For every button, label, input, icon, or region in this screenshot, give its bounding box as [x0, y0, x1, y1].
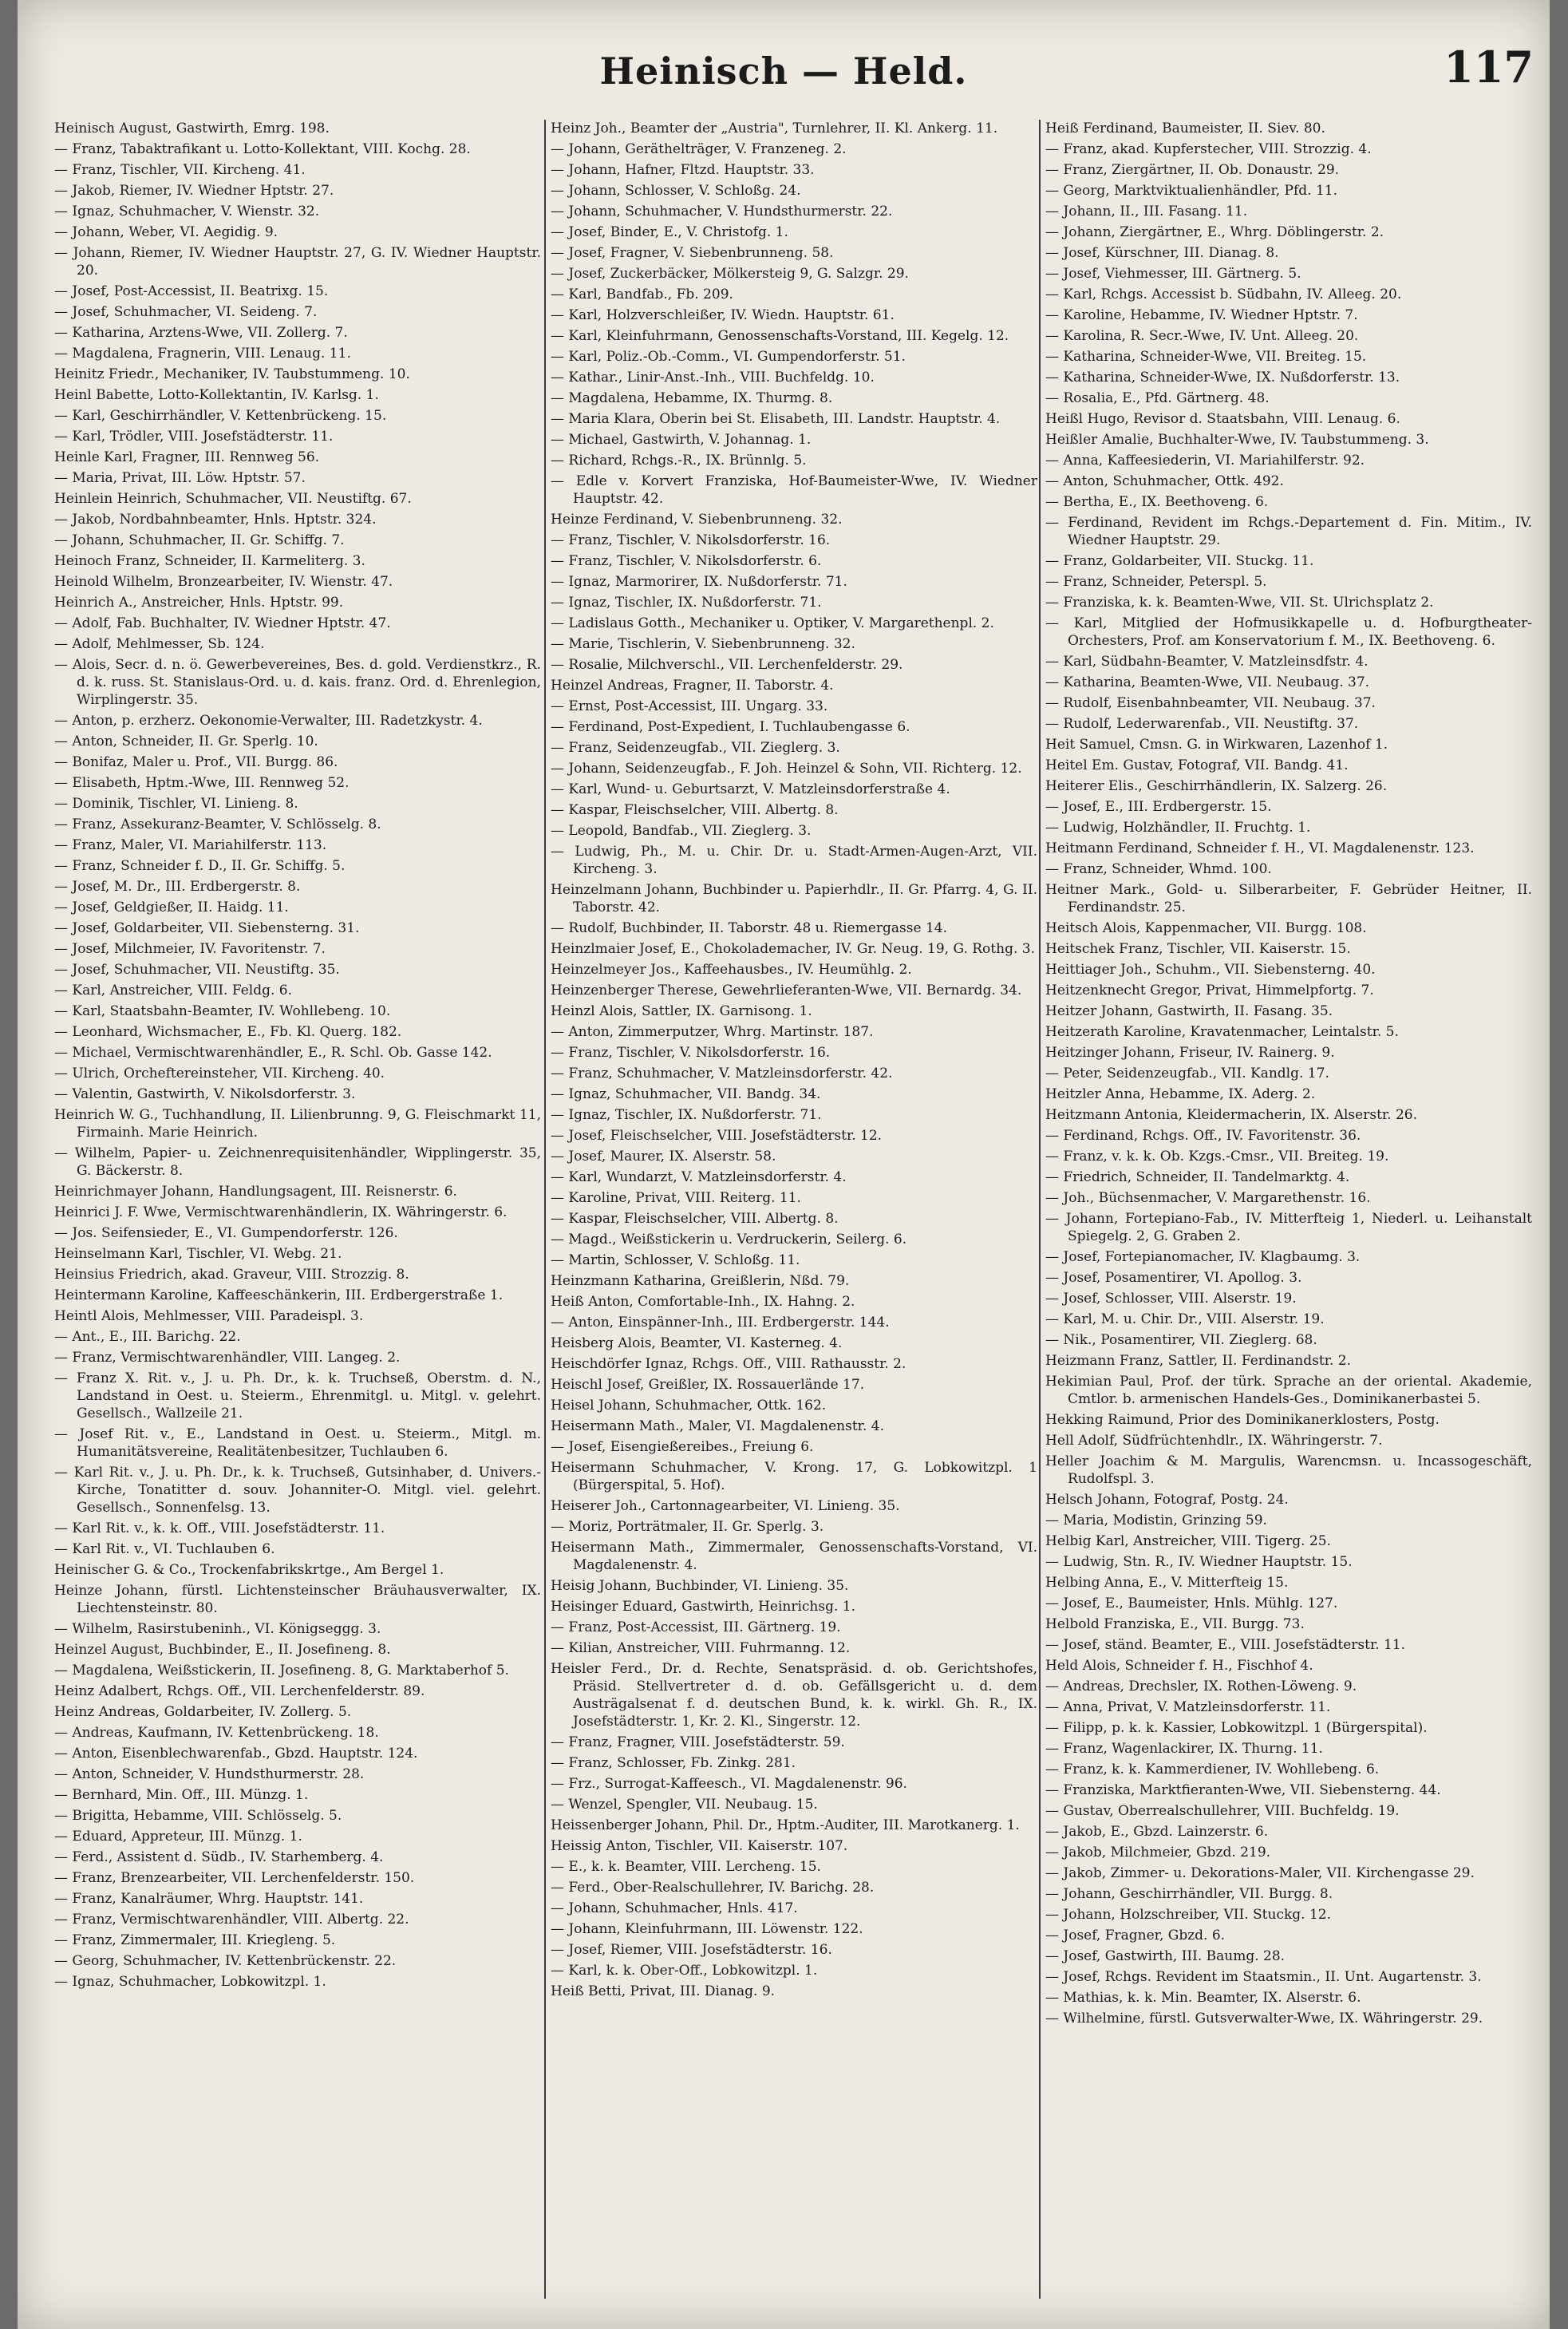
directory-entry: Heisig Johann, Buchbinder, VI. Linieng. 35.: [551, 1578, 849, 1594]
directory-entry: — Josef, Posamentirer, VI. Apollog. 3.: [1045, 1270, 1302, 1286]
directory-entry: Heitzerath Karoline, Kravatenmacher, Leintalstr. 5.: [1045, 1024, 1399, 1040]
directory-entry: Heinold Wilhelm, Bronzearbeiter, IV. Wienstr. 47.: [54, 574, 393, 590]
directory-entry: — Karolina, R. Secr.-Wwe, IV. Unt. Alleeg. 20.: [1045, 328, 1359, 344]
directory-entry: — Katharina, Schneider-Wwe, VII. Breiteg. 15.: [1045, 349, 1367, 365]
directory-entry: Heinzel August, Buchbinder, E., II. Josefineng. 8.: [54, 1642, 391, 1658]
directory-entry: — Franz, Schneider f. D., II. Gr. Schiffg. 5.: [54, 858, 346, 874]
directory-entry: — Wilhelm, Papier- u. Zeichnenrequisitenhändler, Wipplingerstr. 35, G. Bäckerstr. 8.: [54, 1145, 541, 1179]
directory-entry: — Jakob, Zimmer- u. Dekorations-Maler, VII. Kirchengasse 29.: [1045, 1865, 1475, 1881]
directory-entry: — Brigitta, Hebamme, VIII. Schlösselg. 5.: [54, 1808, 342, 1824]
directory-entry: Heissenberger Johann, Phil. Dr., Hptm.-Auditer, III. Marotkanerg. 1.: [551, 1817, 1020, 1833]
directory-entry: — Anton, Schneider, V. Hundsthurmerstr. 28.: [54, 1766, 365, 1782]
directory-entry: — Franz, Seidenzeugfab., VII. Zieglerg. 3.: [551, 740, 840, 756]
directory-entry: Heischdörfer Ignaz, Rchgs. Off., VIII. Rathausstr. 2.: [551, 1356, 906, 1372]
directory-entry: Heinz Andreas, Goldarbeiter, IV. Zollerg. 5.: [54, 1704, 352, 1720]
directory-entry: — Bertha, E., IX. Beethoveng. 6.: [1045, 494, 1269, 510]
directory-entry: — Karl, Kleinfuhrmann, Genossenschafts-Vorstand, III. Kegelg. 12.: [551, 328, 1009, 344]
directory-entry: — Josef, Fleischselcher, VIII. Josefstädterstr. 12.: [551, 1128, 883, 1144]
directory-entry: Heittiager Joh., Schuhm., VII. Siebensterng. 40.: [1045, 962, 1376, 978]
directory-column-1: [54, 120, 541, 2299]
directory-entry: Heintermann Karoline, Kaffeeschänkerin, III. Erdbergerstraße 1.: [54, 1287, 504, 1303]
directory-entry: — Maria, Privat, III. Löw. Hptstr. 57.: [54, 470, 306, 486]
directory-entry: — Karl, Staatsbahn-Beamter, IV. Wohllebeng. 10.: [54, 1003, 391, 1019]
directory-entry: Heisinger Eduard, Gastwirth, Heinrichsg. 1.: [551, 1599, 856, 1615]
directory-entry: — Maria Klara, Oberin bei St. Elisabeth, III. Landstr. Hauptstr. 4.: [551, 411, 1001, 427]
directory-entry: — Ernst, Post-Accessist, III. Ungarg. 33.: [551, 698, 828, 714]
directory-entry: — Josef, Riemer, VIII. Josefstädterstr. 16.: [551, 1942, 832, 1958]
directory-column-2: [551, 120, 1037, 2299]
directory-entry: Heinischer G. & Co., Trockenfabrikskrtge., Am Bergel 1.: [54, 1562, 444, 1578]
directory-entry: — Johann, Geräthelträger, V. Franzeneg. 2.: [551, 141, 847, 157]
directory-entry: Heisberg Alois, Beamter, VI. Kasterneg. 4.: [551, 1335, 843, 1351]
directory-entry: — Johann, Seidenzeugfab., F. Joh. Heinzel & Sohn, VII. Richterg. 12.: [551, 761, 1022, 777]
directory-entry: — Karl, Geschirrhändler, V. Kettenbrückeng. 15.: [54, 408, 387, 424]
directory-entry: — Josef, Zuckerbäcker, Mölkersteig 9, G. Salzgr. 29.: [551, 266, 909, 282]
directory-entry: Heinzenberger Therese, Gewehrlieferanten-Wwe, VII. Bernardg. 34.: [551, 983, 1022, 998]
directory-entry: — Peter, Seidenzeugfab., VII. Kandlg. 17.: [1045, 1066, 1329, 1081]
directory-entry: Heitel Em. Gustav, Fotograf, VII. Bandg. 41.: [1045, 757, 1349, 773]
directory-entry: Heiß Ferdinand, Baumeister, II. Siev. 80.: [1045, 121, 1325, 136]
directory-entry: — Franz, Tischler, VII. Kircheng. 41.: [54, 162, 306, 178]
directory-entry: — Josef, Viehmesser, III. Gärtnerg. 5.: [1045, 266, 1301, 282]
directory-entry: — Josef, Schuhmacher, VI. Seideng. 7.: [54, 304, 318, 320]
directory-entry: — Josef, E., III. Erdbergerstr. 15.: [1045, 799, 1272, 815]
directory-entry: — Franz, Fragner, VIII. Josefstädterstr. 59.: [551, 1734, 845, 1750]
directory-entry: — Jakob, Nordbahnbeamter, Hnls. Hptstr. 324.: [54, 512, 377, 528]
directory-entry: — Rudolf, Lederwarenfab., VII. Neustiftg. 37.: [1045, 716, 1359, 732]
directory-entry: — Martin, Schlosser, V. Schloßg. 11.: [551, 1252, 800, 1268]
directory-entry: — Anton, Schuhmacher, Ottk. 492.: [1045, 473, 1284, 489]
directory-entry: — Franziska, Marktfieranten-Wwe, VII. Siebensterng. 44.: [1045, 1782, 1441, 1798]
directory-entry: — Franz, Ziergärtner, II. Ob. Donaustr. 29.: [1045, 162, 1340, 178]
directory-entry: — Ant., E., III. Barichg. 22.: [54, 1329, 241, 1345]
directory-entry: — E., k. k. Beamter, VIII. Lercheng. 15.: [551, 1859, 821, 1875]
directory-entry: Heinzlmaier Josef, E., Chokolademacher, IV. Gr. Neug. 19, G. Rothg. 3.: [551, 941, 1035, 957]
directory-entry: — Franz, Kanalräumer, Whrg. Hauptstr. 141.: [54, 1891, 364, 1907]
directory-entry: Heitner Mark., Gold- u. Silberarbeiter, F. Gebrüder Heitner, II. Ferdinandstr. 25.: [1045, 882, 1532, 915]
running-title: Heinisch — Held.: [599, 49, 968, 93]
directory-entry: — Katharina, Arztens-Wwe, VII. Zollerg. 7.: [54, 325, 348, 341]
directory-entry: — Johann, Holzschreiber, VII. Stuckg. 12.: [1045, 1907, 1332, 1923]
directory-entry: — Gustav, Oberrealschullehrer, VIII. Buchfeldg. 19.: [1045, 1803, 1400, 1819]
directory-entry: — Johann, Fortepiano-Fab., IV. Mitterfteig 1, Niederl. u. Leihanstalt Spiegelg. 2, G. Graben 2.: [1045, 1211, 1532, 1244]
directory-entry: — Anton, Einspänner-Inh., III. Erdbergerstr. 144.: [551, 1315, 890, 1331]
directory-entry: Heitmann Ferdinand, Schneider f. H., VI. Magdalenenstr. 123.: [1045, 840, 1475, 856]
directory-entry: — Ludwig, Holzhändler, II. Fruchtg. 1.: [1045, 820, 1311, 836]
directory-entry: — Johann, Kleinfuhrmann, III. Löwenstr. 122.: [551, 1921, 863, 1937]
directory-entry: Heinzl Alois, Sattler, IX. Garnisong. 1.: [551, 1003, 812, 1019]
directory-entry: — Ulrich, Orcheftereinsteher, VII. Kircheng. 40.: [54, 1066, 385, 1081]
directory-entry: — Josef, Fragner, V. Siebenbrunneng. 58.: [551, 245, 834, 261]
directory-entry: — Elisabeth, Hptm.-Wwe, III. Rennweg 52.: [54, 775, 350, 791]
directory-entry: — Franz, Schuhmacher, V. Matzleinsdorferstr. 42.: [551, 1066, 893, 1081]
directory-entry: Heisermann Schuhmacher, V. Krong. 17, G. Lobkowitzpl. 1 (Bürgerspital, 5. Hof).: [551, 1460, 1037, 1493]
directory-entry: — Josef, ständ. Beamter, E., VIII. Josefstädterstr. 11.: [1045, 1637, 1406, 1653]
directory-entry: Heisermann Math., Zimmermaler, Genossenschafts-Vorstand, VI. Magdalenenstr. 4.: [551, 1540, 1037, 1573]
directory-entry: — Wenzel, Spengler, VII. Neubaug. 15.: [551, 1797, 818, 1813]
directory-entry: Heinrici J. F. Wwe, Vermischtwarenhändlerin, IX. Währingerstr. 6.: [54, 1204, 508, 1220]
directory-entry: — Franz, Vermischtwarenhändler, VIII. Langeg. 2.: [54, 1350, 401, 1366]
directory-entry: Heinlein Heinrich, Schuhmacher, VII. Neustiftg. 67.: [54, 491, 412, 507]
directory-entry: Heitschek Franz, Tischler, VII. Kaiserstr. 15.: [1045, 941, 1351, 957]
directory-entry: Heinrichmayer Johann, Handlungsagent, III. Reisnerstr. 6.: [54, 1184, 457, 1200]
directory-entry: — Bernhard, Min. Off., III. Münzg. 1.: [54, 1787, 309, 1803]
directory-entry: Heiterer Elis., Geschirrhändlerin, IX. Salzerg. 26.: [1045, 778, 1388, 794]
directory-entry: — Johann, Schuhmacher, Hnls. 417.: [551, 1900, 798, 1916]
directory-entry: Heiß Anton, Comfortable-Inh., IX. Hahng. 2.: [551, 1294, 855, 1310]
directory-entry: — Michael, Gastwirth, V. Johannag. 1.: [551, 432, 812, 448]
directory-entry: — Marie, Tischlerin, V. Siebenbrunneng. 32.: [551, 636, 855, 652]
column-divider: [544, 120, 546, 2299]
directory-entry: Helsch Johann, Fotograf, Postg. 24.: [1045, 1492, 1289, 1508]
directory-entry: Heitzinger Johann, Friseur, IV. Rainerg. 9.: [1045, 1045, 1335, 1061]
directory-entry: — Karl, Poliz.-Ob.-Comm., VI. Gumpendorferstr. 51.: [551, 349, 906, 365]
directory-entry: — Josef, E., Baumeister, Hnls. Mühlg. 127.: [1045, 1596, 1338, 1611]
directory-entry: Heitsch Alois, Kappenmacher, VII. Burgg. 108.: [1045, 920, 1367, 936]
directory-entry: — Johann, Riemer, IV. Wiedner Hauptstr. 27, G. IV. Wiedner Hauptstr. 20.: [54, 245, 541, 279]
directory-entry: Heisler Ferd., Dr. d. Rechte, Senatspräsid. d. ob. Gerichtshofes, Präsid. Stellvertreter d. d. ob. Gefällsgericht u. d. dem Austrägalsenat f. d. deutschen Bund, k. k. wirkl. Gh. R., IX. Josefstädterstr. 1, Kr. 2. Kl., Singerstr. 12.: [551, 1661, 1037, 1730]
directory-entry: — Magdalena, Hebamme, IX. Thurmg. 8.: [551, 390, 833, 406]
directory-entry: — Franz, Goldarbeiter, VII. Stuckg. 11.: [1045, 553, 1314, 569]
directory-entry: — Jakob, Milchmeier, Gbzd. 219.: [1045, 1845, 1271, 1860]
directory-entry: Heiserer Joh., Cartonnagearbeiter, VI. Linieng. 35.: [551, 1498, 900, 1514]
directory-column-3: [1045, 120, 1532, 2299]
directory-entry: — Magdalena, Fragnerin, VIII. Lenaug. 11.: [54, 346, 351, 362]
directory-entry: — Jakob, Riemer, IV. Wiedner Hptstr. 27.: [54, 183, 334, 199]
directory-entry: — Leonhard, Wichsmacher, E., Fb. Kl. Querg. 182.: [54, 1024, 402, 1040]
directory-entry: — Franz, Schlosser, Fb. Zinkg. 281.: [551, 1755, 796, 1771]
directory-entry: — Franz, Schneider, Whmd. 100.: [1045, 861, 1272, 877]
directory-entry: — Anna, Kaffeesiederin, VI. Mariahilferstr. 92.: [1045, 453, 1365, 469]
directory-entry: Heinzmann Katharina, Greißlerin, Nßd. 79.: [551, 1273, 850, 1289]
directory-entry: — Jakob, E., Gbzd. Lainzerstr. 6.: [1045, 1824, 1269, 1840]
directory-entry: Heinzelmann Johann, Buchbinder u. Papierhdlr., II. Gr. Pfarrg. 4, G. II. Taborstr. 42.: [551, 882, 1037, 915]
directory-entry: Heitzer Johann, Gastwirth, II. Fasang. 35.: [1045, 1003, 1333, 1019]
directory-entry: — Johann, Schlosser, V. Schloßg. 24.: [551, 183, 801, 199]
directory-entry: — Karl, Bandfab., Fb. 209.: [551, 287, 733, 302]
directory-entry: — Josef, Schuhmacher, VII. Neustiftg. 35.: [54, 962, 340, 978]
directory-entry: Heinoch Franz, Schneider, II. Karmeliterg. 3.: [54, 553, 365, 569]
directory-entry: — Franz, Assekuranz-Beamter, V. Schlösselg. 8.: [54, 817, 381, 832]
directory-entry: Heisel Johann, Schuhmacher, Ottk. 162.: [551, 1398, 827, 1414]
directory-entry: — Ludwig, Ph., M. u. Chir. Dr. u. Stadt-Armen-Augen-Arzt, VII. Kircheng. 3.: [551, 844, 1037, 877]
directory-entry: — Karl, Holzverschleißer, IV. Wiedn. Hauptstr. 61.: [551, 307, 895, 323]
directory-entry: — Kaspar, Fleischselcher, VIII. Albertg. 8.: [551, 1211, 839, 1227]
directory-entry: — Rosalie, Milchverschl., VII. Lerchenfelderstr. 29.: [551, 657, 903, 673]
directory-entry: Helbing Anna, E., V. Mitterfteig 15.: [1045, 1575, 1289, 1591]
directory-entry: — Josef, Eisengießereibes., Freiung 6.: [551, 1439, 814, 1455]
directory-entry: — Eduard, Appreteur, III. Münzg. 1.: [54, 1829, 302, 1845]
directory-entry: — Kilian, Anstreicher, VIII. Fuhrmanng. 12.: [551, 1640, 851, 1656]
directory-entry: Heinselmann Karl, Tischler, VI. Webg. 21.: [54, 1246, 342, 1262]
directory-entry: — Josef, Maurer, IX. Alserstr. 58.: [551, 1149, 776, 1164]
directory-entry: — Frz., Surrogat-Kaffeesch., VI. Magdalenenstr. 96.: [551, 1776, 907, 1792]
directory-entry: Hekimian Paul, Prof. der türk. Sprache an der oriental. Akademie, Cmtlor. b. armenischen Handels-Ges., Dominikanerbastei 5.: [1045, 1374, 1532, 1407]
directory-entry: Heisermann Math., Maler, VI. Magdalenenstr. 4.: [551, 1418, 884, 1434]
directory-entry: — Johann, Schuhmacher, II. Gr. Schiffg. 7.: [54, 532, 345, 548]
directory-entry: — Magd., Weißstickerin u. Verdruckerin, Seilerg. 6.: [551, 1232, 907, 1248]
directory-entry: Helbold Franziska, E., VII. Burgg. 73.: [1045, 1616, 1305, 1632]
directory-entry: Heinze Ferdinand, V. Siebenbrunneng. 32.: [551, 512, 843, 528]
directory-entry: Heinzel Andreas, Fragner, II. Taborstr. 4.: [551, 678, 834, 694]
directory-entry: Heitzenknecht Gregor, Privat, Himmelpfortg. 7.: [1045, 983, 1374, 998]
directory-entry: — Josef Rit. v., E., Landstand in Oest. u. Steierm., Mitgl. m. Humanitätsvereine, Realitätenbesitzer, Tuchlauben 6.: [54, 1426, 541, 1460]
directory-entry: — Karl Rit. v., J. u. Ph. Dr., k. k. Truchseß, Gutsinhaber, d. Univers.-Kirche, Tonatitter d. souv. Johanniter-O. Mitgl. viel. gelehrt. Gesellsch., Sonnenfelsg. 13.: [54, 1465, 541, 1516]
directory-entry: — Josef, Fortepianomacher, IV. Klagbaumg. 3.: [1045, 1249, 1361, 1265]
directory-entry: Heinitz Friedr., Mechaniker, IV. Taubstummeng. 10.: [54, 366, 410, 382]
directory-entry: — Leopold, Bandfab., VII. Zieglerg. 3.: [551, 823, 812, 839]
directory-entry: Heinle Karl, Fragner, III. Rennweg 56.: [54, 449, 320, 465]
directory-entry: — Jos. Seifensieder, E., VI. Gumpendorferstr. 126.: [54, 1225, 398, 1241]
directory-entry: Heit Samuel, Cmsn. G. in Wirkwaren, Lazenhof 1.: [1045, 737, 1388, 753]
directory-entry: Heinl Babette, Lotto-Kollektantin, IV. Karlsg. 1.: [54, 387, 379, 403]
directory-entry: Heitzler Anna, Hebamme, IX. Aderg. 2.: [1045, 1086, 1316, 1102]
directory-entry: — Andreas, Drechsler, IX. Rothen-Löweng. 9.: [1045, 1679, 1357, 1694]
directory-entry: — Josef, Fragner, Gbzd. 6.: [1045, 1928, 1226, 1943]
directory-entry: — Franz, Tischler, V. Nikolsdorferstr. 16.: [551, 1045, 831, 1061]
directory-entry: — Franz, Brenzearbeiter, VII. Lerchenfelderstr. 150.: [54, 1870, 415, 1886]
directory-entry: — Karl, Anstreicher, VIII. Feldg. 6.: [54, 983, 292, 998]
directory-entry: — Franz, Schneider, Peterspl. 5.: [1045, 574, 1267, 590]
directory-entry: Heißl Hugo, Revisor d. Staatsbahn, VIII. Lenaug. 6.: [1045, 411, 1400, 427]
page-header: [18, 40, 1550, 96]
directory-entry: — Katharina, Schneider-Wwe, IX. Nußdorferstr. 13.: [1045, 370, 1400, 386]
directory-entry: — Karl, Trödler, VIII. Josefstädterstr. 11.: [54, 429, 334, 445]
directory-entry: — Franz, Vermischtwarenhändler, VIII. Albertg. 22.: [54, 1912, 409, 1928]
directory-entry: — Karl, Südbahn-Beamter, V. Matzleinsdfstr. 4.: [1045, 654, 1369, 670]
directory-entry: — Josef, Goldarbeiter, VII. Siebensterng. 31.: [54, 920, 360, 936]
directory-entry: Heischl Josef, Greißler, IX. Rossauerlände 17.: [551, 1377, 865, 1393]
directory-entry: — Franz X. Rit. v., J. u. Ph. Dr., k. k. Truchseß, Oberstm. d. N., Landstand in Oest. u. Steierm., Ehrenmitgl. u. Mitgl. v. gelehrt. Gesellsch., Wallzeile 21.: [54, 1370, 541, 1422]
directory-entry: — Anna, Privat, V. Matzleinsdorferstr. 11.: [1045, 1699, 1331, 1715]
directory-entry: Hekking Raimund, Prior des Dominikanerklosters, Postg.: [1045, 1412, 1440, 1428]
directory-entry: — Johann, II., III. Fasang. 11.: [1045, 204, 1248, 219]
directory-entry: — Mathias, k. k. Min. Beamter, IX. Alserstr. 6.: [1045, 1990, 1361, 2006]
directory-entry: — Wilhelmine, fürstl. Gutsverwalter-Wwe, IX. Währingerstr. 29.: [1045, 2011, 1483, 2027]
directory-entry: — Johann, Ziergärtner, E., Whrg. Döblingerstr. 2.: [1045, 224, 1384, 240]
directory-entry: — Georg, Schuhmacher, IV. Kettenbrückenstr. 22.: [54, 1953, 397, 1969]
directory-page: [18, 0, 1550, 2329]
directory-entry: — Richard, Rchgs.-R., IX. Brünnlg. 5.: [551, 453, 807, 469]
directory-entry: — Anton, Zimmerputzer, Whrg. Martinstr. 187.: [551, 1024, 874, 1040]
directory-entry: — Friedrich, Schneider, II. Tandelmarktg. 4.: [1045, 1169, 1350, 1185]
directory-entry: — Franz, Wagenlackirer, IX. Thurng. 11.: [1045, 1741, 1323, 1757]
directory-entry: — Bonifaz, Maler u. Prof., VII. Burgg. 86.: [54, 754, 338, 770]
directory-entry: — Adolf, Mehlmesser, Sb. 124.: [54, 636, 265, 652]
directory-entry: Heller Joachim & M. Margulis, Warencmsn. u. Incassogeschäft, Rudolfspl. 3.: [1045, 1453, 1532, 1487]
directory-entry: — Ferdinand, Post-Expedient, I. Tuchlaubengasse 6.: [551, 719, 910, 735]
directory-entry: — Franziska, k. k. Beamten-Wwe, VII. St. Ulrichsplatz 2.: [1045, 595, 1434, 611]
directory-entry: — Franz, Post-Accessist, III. Gärtnerg. 19.: [551, 1619, 841, 1635]
directory-entry: — Karl Rit. v., VI. Tuchlauben 6.: [54, 1541, 275, 1557]
directory-entry: — Karl, Wundarzt, V. Matzleinsdorferstr. 4.: [551, 1169, 847, 1185]
directory-entry: — Karl, Rchgs. Accessist b. Südbahn, IV. Alleeg. 20.: [1045, 287, 1402, 302]
directory-entry: — Ignaz, Schuhmacher, Lobkowitzpl. 1.: [54, 1974, 326, 1990]
directory-entry: — Karoline, Hebamme, IV. Wiedner Hptstr. 7.: [1045, 307, 1358, 323]
directory-entry: — Moriz, Porträtmaler, II. Gr. Sperlg. 3.: [551, 1519, 824, 1535]
directory-entry: — Katharina, Beamten-Wwe, VII. Neubaug. 37.: [1045, 674, 1370, 690]
directory-entry: — Rudolf, Buchbinder, II. Taborstr. 48 u. Riemergasse 14.: [551, 920, 948, 936]
directory-entry: — Ferd., Ober-Realschullehrer, IV. Barichg. 28.: [551, 1880, 875, 1896]
directory-entry: — Ladislaus Gotth., Mechaniker u. Optiker, V. Margarethenpl. 2.: [551, 615, 994, 631]
directory-entry: Heißler Amalie, Buchhalter-Wwe, IV. Taubstummeng. 3.: [1045, 432, 1429, 448]
directory-entry: Heinz Adalbert, Rchgs. Off., VII. Lerchenfelderstr. 89.: [54, 1683, 425, 1699]
directory-entry: — Josef, M. Dr., III. Erdbergerstr. 8.: [54, 879, 301, 895]
directory-entry: — Dominik, Tischler, VI. Linieng. 8.: [54, 796, 298, 812]
directory-entry: Heinisch August, Gastwirth, Emrg. 198.: [54, 121, 330, 136]
directory-entry: — Ferdinand, Rchgs. Off., IV. Favoritenstr. 36.: [1045, 1128, 1361, 1144]
column-divider: [1039, 120, 1041, 2299]
directory-entry: — Kathar., Linir-Anst.-Inh., VIII. Buchfeldg. 10.: [551, 370, 875, 386]
directory-entry: — Franz, akad. Kupferstecher, VIII. Strozzig. 4.: [1045, 141, 1372, 157]
directory-entry: — Anton, p. erzherz. Oekonomie-Verwalter, III. Radetzkystr. 4.: [54, 713, 483, 729]
directory-entry: — Ignaz, Tischler, IX. Nußdorferstr. 71.: [551, 1107, 822, 1123]
directory-entry: Hell Adolf, Südfrüchtenhdlr., IX. Währingerstr. 7.: [1045, 1433, 1383, 1449]
directory-entry: — Josef, Geldgießer, II. Haidg. 11.: [54, 900, 289, 915]
directory-entry: — Johann, Hafner, Fltzd. Hauptstr. 33.: [551, 162, 815, 178]
directory-entry: — Johann, Geschirrhändler, VII. Burgg. 8.: [1045, 1886, 1333, 1902]
directory-entry: — Franz, Tischler, V. Nikolsdorferstr. 6.: [551, 553, 822, 569]
directory-entry: — Anton, Schneider, II. Gr. Sperlg. 10.: [54, 733, 318, 749]
directory-entry: — Michael, Vermischtwarenhändler, E., R. Schl. Ob. Gasse 142.: [54, 1045, 492, 1061]
directory-entry: Heinsius Friedrich, akad. Graveur, VIII. Strozzig. 8.: [54, 1267, 409, 1283]
directory-entry: — Franz, k. k. Kammerdiener, IV. Wohllebeng. 6.: [1045, 1762, 1380, 1777]
directory-entry: — Franz, v. k. k. Ob. Kzgs.-Cmsr., VII. Breiteg. 19.: [1045, 1149, 1389, 1164]
directory-entry: Heinzelmeyer Jos., Kaffeehausbes., IV. Heumühlg. 2.: [551, 962, 912, 978]
directory-entry: — Wilhelm, Rasirstubeninh., VI. Königseggg. 3.: [54, 1621, 381, 1637]
directory-entry: — Georg, Marktviktualienhändler, Pfd. 11.: [1045, 183, 1337, 199]
directory-entry: — Josef, Schlosser, VIII. Alserstr. 19.: [1045, 1291, 1297, 1307]
directory-entry: — Edle v. Korvert Franziska, Hof-Baumeister-Wwe, IV. Wiedner Hauptstr. 42.: [551, 473, 1037, 507]
directory-entry: — Karl, k. k. Ober-Off., Lobkowitzpl. 1.: [551, 1963, 818, 1979]
directory-entry: — Adolf, Fab. Buchhalter, IV. Wiedner Hptstr. 47.: [54, 615, 391, 631]
directory-entry: — Josef, Kürschner, III. Dianag. 8.: [1045, 245, 1279, 261]
directory-entry: — Josef, Binder, E., V. Christofg. 1.: [551, 224, 788, 240]
directory-entry: — Franz, Tabaktrafikant u. Lotto-Kollektant, VIII. Kochg. 28.: [54, 141, 471, 157]
directory-entry: — Josef, Milchmeier, IV. Favoritenstr. 7.: [54, 941, 326, 957]
directory-entry: — Andreas, Kaufmann, IV. Kettenbrückeng. 18.: [54, 1725, 379, 1741]
directory-entry: — Johann, Schuhmacher, V. Hundsthurmerstr. 22.: [551, 204, 893, 219]
page-number: 117: [1444, 42, 1534, 93]
directory-entry: — Josef, Gastwirth, III. Baumg. 28.: [1045, 1948, 1286, 1964]
directory-entry: — Franz, Tischler, V. Nikolsdorferstr. 16.: [551, 532, 831, 548]
directory-entry: — Karl, Mitglied der Hofmusikkapelle u. d. Hofburgtheater-Orchesters, Prof. am Konservatorium f. M., IX. Beethoveng. 6.: [1045, 615, 1532, 649]
directory-entry: Heinze Johann, fürstl. Lichtensteinscher Bräuhausverwalter, IX. Liechtensteinstr. 80.: [54, 1583, 541, 1616]
directory-entry: — Karl, M. u. Chir. Dr., VIII. Alserstr. 19.: [1045, 1311, 1325, 1327]
directory-entry: — Karoline, Privat, VIII. Reiterg. 11.: [551, 1190, 801, 1206]
directory-entry: — Nik., Posamentirer, VII. Zieglerg. 68.: [1045, 1332, 1317, 1348]
directory-entry: Heitzmann Antonia, Kleidermacherin, IX. Alserstr. 26.: [1045, 1107, 1418, 1123]
directory-entry: Heissig Anton, Tischler, VII. Kaiserstr. 107.: [551, 1838, 848, 1854]
directory-entry: Held Alois, Schneider f. H., Fischhof 4.: [1045, 1658, 1313, 1674]
directory-entry: Heiß Betti, Privat, III. Dianag. 9.: [551, 1983, 776, 1999]
directory-entry: — Anton, Eisenblechwarenfab., Gbzd. Hauptstr. 124.: [54, 1746, 418, 1762]
directory-entry: — Valentin, Gastwirth, V. Nikolsdorferstr. 3.: [54, 1086, 356, 1102]
directory-entry: — Josef, Rchgs. Revident im Staatsmin., II. Unt. Augartenstr. 3.: [1045, 1969, 1482, 1985]
directory-entry: — Ferdinand, Revident im Rchgs.-Departement d. Fin. Mitim., IV. Wiedner Hauptstr. 29.: [1045, 515, 1532, 548]
directory-entry: — Franz, Zimmermaler, III. Kriegleng. 5.: [54, 1932, 336, 1948]
directory-entry: Heinrich A., Anstreicher, Hnls. Hptstr. 99.: [54, 595, 344, 611]
directory-entry: — Johann, Weber, VI. Aegidig. 9.: [54, 224, 278, 240]
directory-entry: — Karl Rit. v., k. k. Off., VIII. Josefstädterstr. 11.: [54, 1520, 385, 1536]
directory-entry: — Filipp, p. k. k. Kassier, Lobkowitzpl. 1 (Bürgerspital).: [1045, 1720, 1428, 1736]
directory-entry: — Ignaz, Schuhmacher, VII. Bandg. 34.: [551, 1086, 821, 1102]
directory-entry: — Magdalena, Weißstickerin, II. Josefineng. 8, G. Marktaberhof 5.: [54, 1663, 509, 1679]
directory-entry: — Ludwig, Stn. R., IV. Wiedner Hauptstr. 15.: [1045, 1554, 1353, 1570]
directory-entry: — Alois, Secr. d. n. ö. Gewerbevereines, Bes. d. gold. Verdienstkrz., R. d. k. russ. St. Stanislaus-Ord. u. d. kais. franz. Ord. d. Ehrenlegion, Wirplingerstr. 35.: [54, 657, 541, 708]
directory-entry: — Karl, Wund- u. Geburtsarzt, V. Matzleinsdorferstraße 4.: [551, 781, 950, 797]
directory-entry: — Joh., Büchsenmacher, V. Margarethenstr. 16.: [1045, 1190, 1371, 1206]
directory-entry: — Rudolf, Eisenbahnbeamter, VII. Neubaug. 37.: [1045, 695, 1376, 711]
directory-entry: — Rosalia, E., Pfd. Gärtnerg. 48.: [1045, 390, 1270, 406]
directory-entry: — Ignaz, Marmorirer, IX. Nußdorferstr. 71.: [551, 574, 847, 590]
directory-entry: — Josef, Post-Accessist, II. Beatrixg. 15.: [54, 283, 329, 299]
directory-entry: — Ignaz, Schuhmacher, V. Wienstr. 32.: [54, 204, 320, 219]
directory-entry: Heinz Joh., Beamter der „Austria", Turnlehrer, II. Kl. Ankerg. 11.: [551, 121, 998, 136]
directory-entry: — Ferd., Assistent d. Südb., IV. Starhemberg. 4.: [54, 1849, 384, 1865]
directory-entry: — Maria, Modistin, Grinzing 59.: [1045, 1512, 1267, 1528]
directory-entry: Heinrich W. G., Tuchhandlung, II. Lilienbrunng. 9, G. Fleischmarkt 11, Firmainh. Marie Heinrich.: [54, 1107, 541, 1141]
directory-entry: — Ignaz, Tischler, IX. Nußdorferstr. 71.: [551, 595, 822, 611]
directory-entry: Heizmann Franz, Sattler, II. Ferdinandstr. 2.: [1045, 1353, 1351, 1369]
directory-entry: Helbig Karl, Anstreicher, VIII. Tigerg. 25.: [1045, 1533, 1331, 1549]
directory-entry: — Kaspar, Fleischselcher, VIII. Albertg. 8.: [551, 802, 839, 818]
directory-entry: Heintl Alois, Mehlmesser, VIII. Paradeispl. 3.: [54, 1308, 364, 1324]
directory-entry: — Franz, Maler, VI. Mariahilferstr. 113.: [54, 837, 327, 853]
